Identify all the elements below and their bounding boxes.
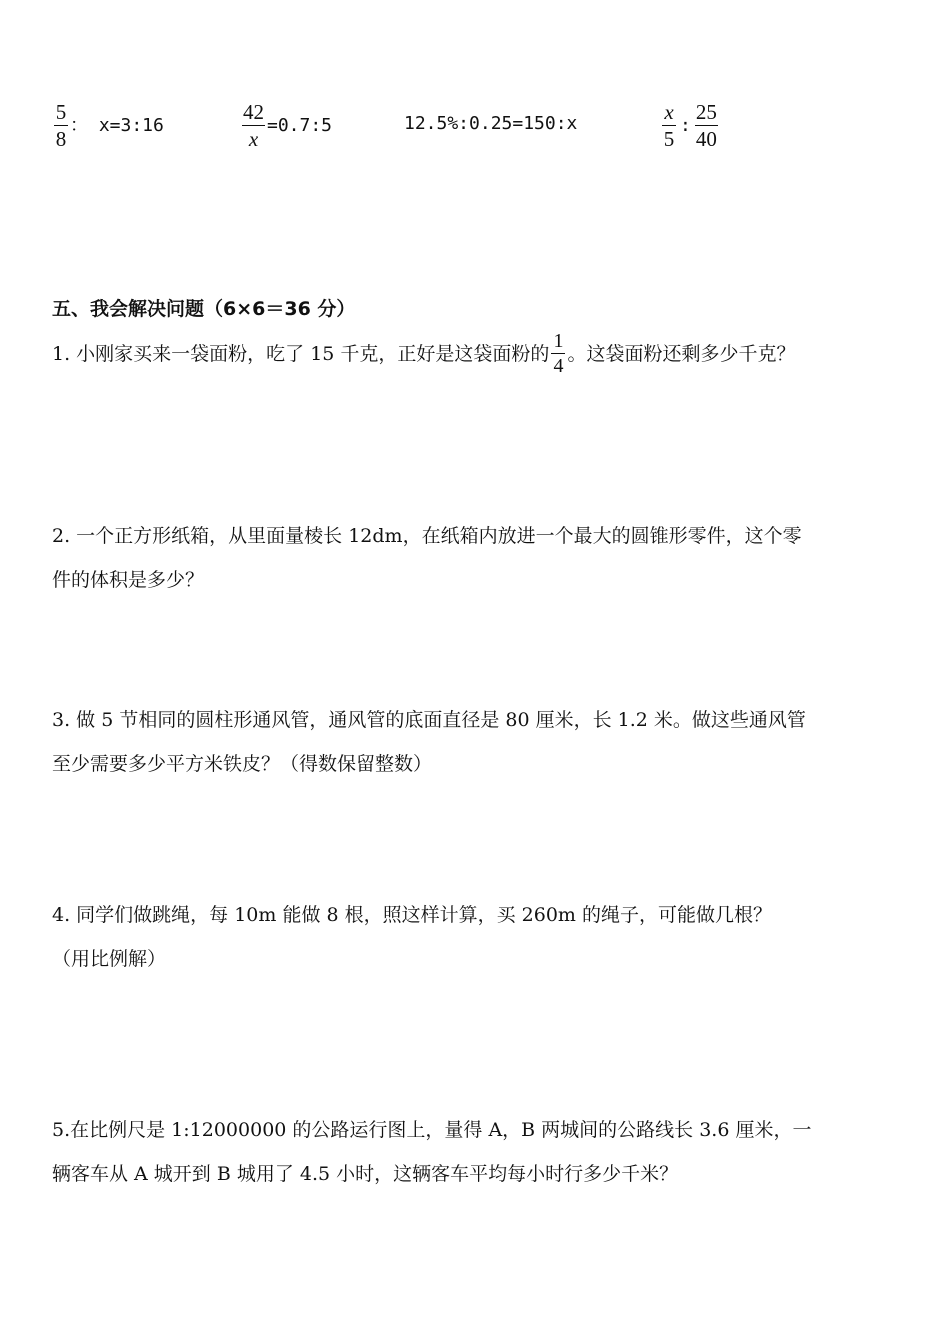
question-line: （用比例解）	[52, 948, 167, 970]
question-line: 4. 同学们做跳绳，每 10m 能做 8 根，照这样计算，买 260m 的绳子，可能做几根？	[52, 904, 772, 926]
equation-3	[404, 113, 577, 135]
fraction: $\frac{1}{4}$	[553, 330, 564, 377]
question-line: 5.在比例尺是 1:12000000 的公路运行图上，量得 A，B 两城间的公路线长 3.6 厘米，一	[52, 1119, 812, 1141]
question-text: 1. 小刚家买来一袋面粉，吃了 15 千克，正好是这袋面粉的	[52, 342, 550, 365]
equation-text: =0.7:5	[267, 114, 333, 136]
equation-2	[240, 100, 332, 151]
question-text: 。这袋面粉还剩多少千克？	[567, 342, 796, 365]
question-line: 至少需要多少平方米铁皮？（得数保留整数）	[52, 753, 433, 775]
question-line: 件的体积是多少？	[52, 569, 205, 591]
question-1	[52, 330, 902, 377]
ratio-colon: :	[680, 114, 691, 136]
equation-1	[52, 100, 164, 151]
question-3	[52, 698, 902, 786]
question-5	[52, 1108, 902, 1196]
equation-text: 12.5%:0.25=150:x	[404, 113, 578, 134]
fraction: $\frac{42}{x}$	[243, 100, 264, 151]
fraction: $\frac{5}{8}$	[55, 100, 67, 151]
equation-4	[660, 100, 720, 151]
fraction: $\frac{x}{5}$	[663, 100, 675, 151]
equation-text: ： x=3:16	[70, 114, 164, 136]
question-4	[52, 893, 902, 981]
question-line: 辆客车从 A 城开到 B 城用了 4.5 小时，这辆客车平均每小时行多少千米？	[52, 1163, 679, 1185]
question-line: 2. 一个正方形纸箱，从里面量棱长 12dm，在纸箱内放进一个最大的圆锥形零件，这个零	[52, 525, 802, 547]
question-2	[52, 514, 902, 602]
question-line: 3. 做 5 节相同的圆柱形通风管，通风管的底面直径是 80 厘米，长 1.2 米。做这些通风管	[52, 709, 806, 731]
section-title: 五、我会解决问题（6×6＝36 分）	[52, 298, 356, 320]
fraction: $\frac{25}{40}$	[695, 100, 717, 151]
